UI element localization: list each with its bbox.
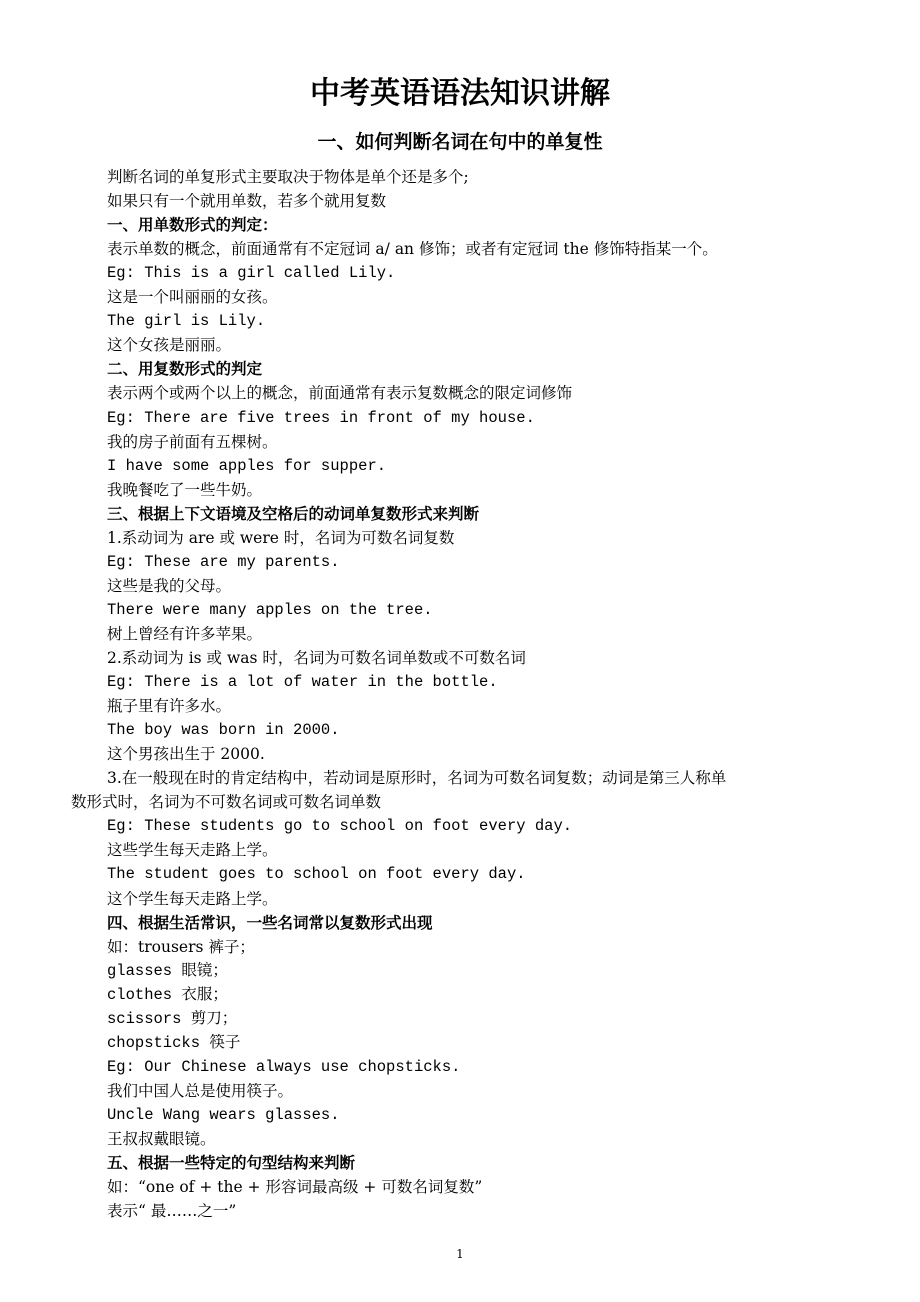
example-sentence: clothes 衣服；	[107, 985, 228, 1004]
section-heading: 三、根据上下文语境及空格后的动词单复数形式来判断	[107, 504, 480, 523]
example-sentence: There were many apples on the tree.	[107, 600, 433, 619]
example-sentence: Eg: This is a girl called Lily.	[107, 264, 396, 283]
section-heading: 四、根据生活常识，一些名词常以复数形式出现	[107, 913, 433, 932]
example-sentence: scissors 剪刀；	[107, 1009, 238, 1028]
example-sentence: Eg: There is a lot of water in the bottle.	[107, 673, 498, 692]
text-line: 王叔叔戴眼镜。	[107, 1130, 216, 1148]
example-sentence: I have some apples for supper.	[107, 456, 387, 475]
example-sentence: Eg: There are five trees in front of my house.	[107, 408, 535, 427]
text-line: 判断名词的单复形式主要取决于物体是单个还是多个;	[107, 168, 469, 186]
example-sentence: Eg: These students go to school on foot every day.	[107, 817, 573, 836]
text-line: 我们中国人总是使用筷子。	[107, 1081, 294, 1100]
example-sentence: chopsticks 筷子	[107, 1033, 241, 1052]
text-line: 如果只有一个就用单数，若多个就用复数	[107, 192, 387, 211]
page-title: 中考英语语法知识讲解	[310, 76, 610, 111]
example-sentence: Uncle Wang wears glasses.	[107, 1105, 340, 1124]
text-line: 这是一个叫丽丽的女孩。	[107, 288, 278, 307]
example-sentence: glasses 眼镜；	[107, 961, 228, 980]
text-line: 3.在一般现在时的肯定结构中，若动词是原形时，名词为可数名词复数；动词是第三人称单	[107, 769, 727, 788]
text-line: 如：trousers 裤子；	[107, 937, 255, 956]
text-line: 这个男孩出生于 2000.	[107, 745, 265, 764]
page-number: 1	[456, 1247, 464, 1261]
text-line: 我晚餐吃了一些牛奶。	[107, 480, 263, 499]
text-line: 瓶子里有许多水。	[107, 697, 232, 716]
example-sentence: The boy was born in 2000.	[107, 721, 340, 740]
example-sentence: Eg: These are my parents.	[107, 552, 340, 571]
text-line: 这些学生每天走路上学。	[107, 841, 278, 860]
text-line: 树上曾经有许多苹果。	[107, 624, 263, 643]
text-line: 1.系动词为 are 或 were 时，名词为可数名词复数	[107, 528, 455, 547]
text-line: 这个女孩是丽丽。	[107, 336, 232, 355]
text-line: 这个学生每天走路上学。	[107, 889, 278, 908]
text-line: 2.系动词为 is 或 was 时，名词为可数名词单数或不可数名词	[107, 649, 526, 667]
text-line: 这些是我的父母。	[107, 576, 232, 595]
section-heading: 五、根据一些特定的句型结构来判断	[107, 1154, 356, 1173]
text-line: 表示“ 最……之一”	[107, 1202, 237, 1221]
text-line-continuation: 数形式时，名词为不可数名词或可数名词单数	[71, 793, 382, 812]
section-heading: 二、用复数形式的判定	[107, 360, 263, 379]
example-sentence: The girl is Lily.	[107, 312, 266, 331]
section-title: 一、如何判断名词在句中的单复性	[317, 131, 603, 153]
example-sentence: Eg: Our Chinese always use chopsticks.	[107, 1057, 461, 1076]
text-line: 表示单数的概念，前面通常有不定冠词 a/ an 修饰；或者有定冠词 the 修饰特指某一个。	[107, 240, 718, 259]
section-heading: 一、用单数形式的判定：	[107, 216, 278, 235]
text-line: 表示两个或两个以上的概念，前面通常有表示复数概念的限定词修饰	[107, 384, 573, 403]
example-sentence: The student goes to school on foot every day.	[107, 865, 526, 884]
text-line: 我的房子前面有五棵树。	[107, 432, 278, 451]
text-line: 如：“one of + the + 形容词最高级 + 可数名词复数”	[107, 1178, 483, 1197]
